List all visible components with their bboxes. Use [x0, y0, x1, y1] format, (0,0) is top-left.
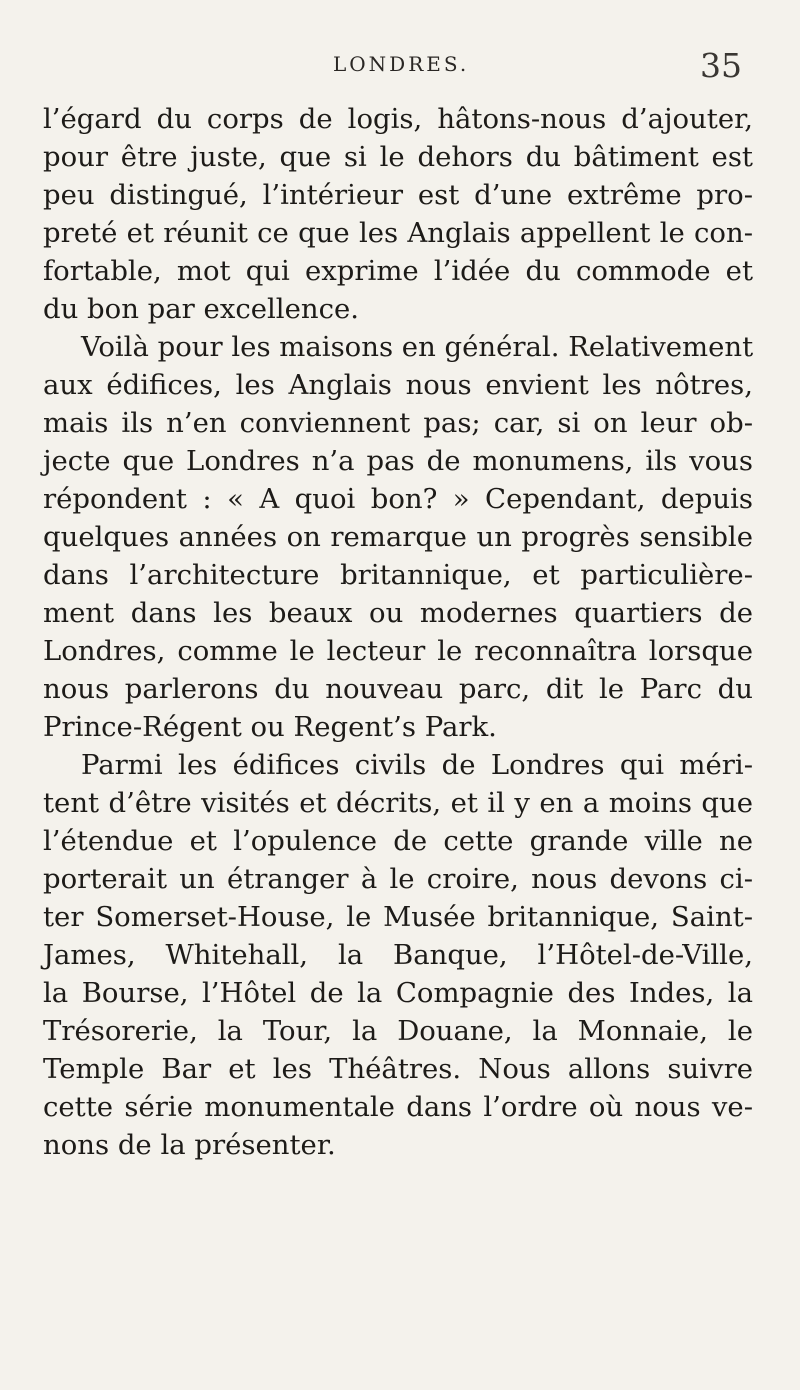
text-line: pour être juste, que si le dehors du bâtiment est — [43, 141, 753, 173]
text-line: Temple Bar et les Théâtres. Nous allons suivre — [43, 1053, 753, 1085]
text-line: dans l’architecture britannique, et particulière- — [43, 559, 753, 591]
text-line: nons de la présenter. — [43, 1129, 336, 1161]
text-line: jecte que Londres n’a pas de monumens, ils vous — [43, 445, 753, 477]
text-line: peu distingué, l’intérieur est d’une extrême pro- — [43, 179, 753, 211]
text-line: Londres, comme le lecteur le reconnaîtra lorsque — [43, 635, 753, 667]
text-line: James, Whitehall, la Banque, l’Hôtel-de-Ville, — [43, 939, 753, 971]
text-line: preté et réunit ce que les Anglais appellent le con- — [43, 217, 753, 249]
text-line: mais ils n’en conviennent pas; car, si on leur ob- — [43, 407, 753, 439]
text-line: porterait un étranger à le croire, nous devons ci- — [43, 863, 753, 895]
text-line: répondent : « A quoi bon? » Cependant, depuis — [43, 483, 753, 515]
text-line: quelques années on remarque un progrès sensible — [43, 521, 753, 553]
text-line: nous parlerons du nouveau parc, dit le Parc du — [43, 673, 753, 705]
text-line: cette série monumentale dans l’ordre où nous ve- — [43, 1091, 753, 1123]
text-line: Parmi les édifices civils de Londres qui méri- — [81, 749, 753, 781]
text-line: fortable, mot qui exprime l’idée du commode et — [43, 255, 753, 287]
text-line: aux édifices, les Anglais nous envient les nôtres, — [43, 369, 753, 401]
page-number: 35 — [700, 46, 742, 85]
text-line: ment dans les beaux ou modernes quartiers de — [43, 597, 753, 629]
text-line: Trésorerie, la Tour, la Douane, la Monnaie, le — [43, 1015, 753, 1047]
running-head — [0, 46, 800, 92]
text-line: l’égard du corps de logis, hâtons-nous d’ajouter, — [43, 103, 753, 135]
text-line: tent d’être visités et décrits, et il y en a moins que — [43, 787, 753, 819]
text-line: la Bourse, l’Hôtel de la Compagnie des Indes, la — [43, 977, 753, 1009]
text-line: Voilà pour les maisons en général. Relativement — [81, 331, 754, 363]
text-line: ter Somerset-House, le Musée britannique, Saint- — [43, 901, 753, 933]
text-line: Prince-Régent ou Regent’s Park. — [43, 711, 497, 743]
running-title: LONDRES. — [333, 52, 470, 76]
text-line: l’étendue et l’opulence de cette grande ville ne — [43, 825, 753, 857]
text-line: du bon par excellence. — [43, 293, 360, 325]
body-text — [43, 100, 753, 1164]
